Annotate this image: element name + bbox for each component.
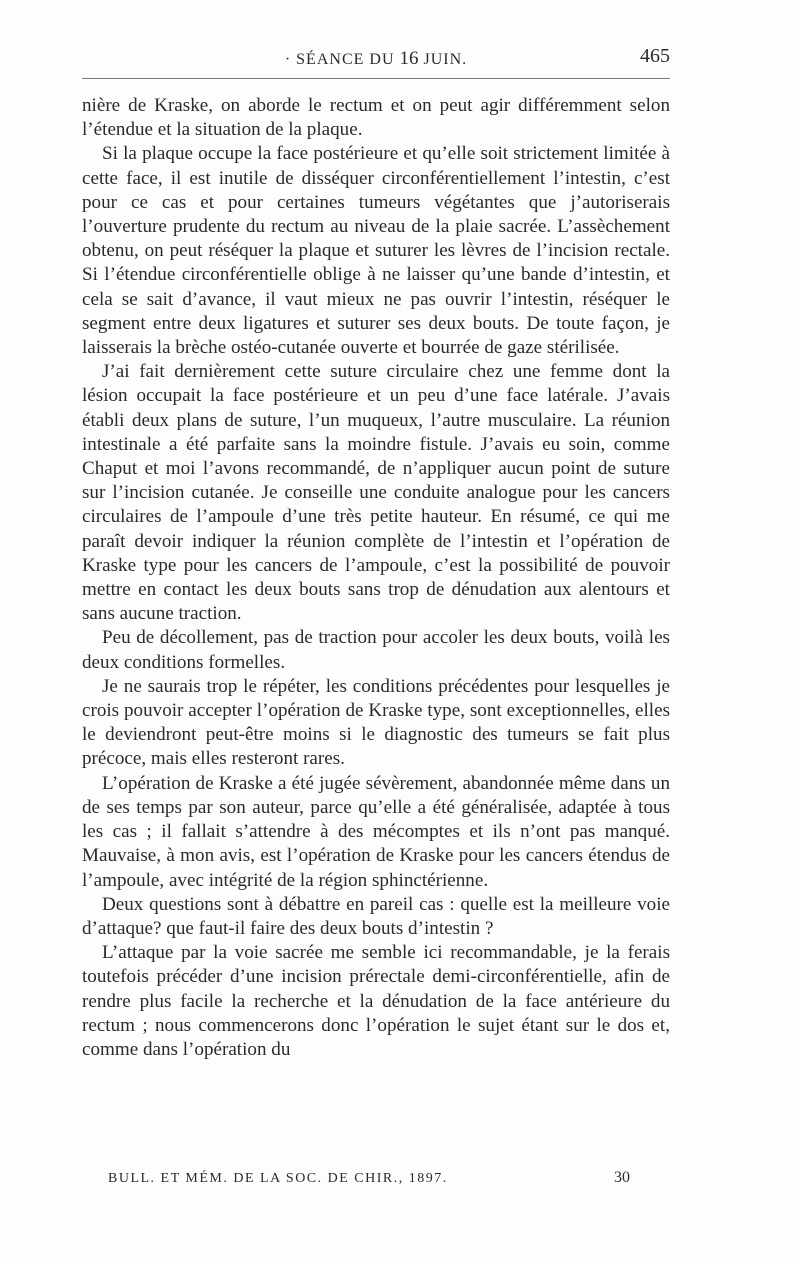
header-title-month: JUIN.: [423, 51, 468, 68]
header-title-day: 16: [399, 48, 419, 69]
body-text: [82, 94, 670, 1062]
running-header: [82, 42, 670, 72]
paragraph-continuation: nière de Kraske, on aborde le rectum et on peut agir différemment selon l’étendue et la situation de la plaque.: [82, 95, 670, 141]
paragraph: Peu de décollement, pas de traction pour accoler les deux bouts, voilà les deux conditions formelles.: [82, 627, 670, 673]
footer-bulletin: BULL. ET MÉM. DE LA SOC. DE CHIR., 1897.: [108, 1171, 448, 1186]
header-rule: [82, 78, 670, 79]
page-number: 465: [640, 45, 670, 67]
header-title-prefix: · SÉANCE DU: [284, 51, 395, 68]
paragraph: J’ai fait dernièrement cette suture circulaire chez une femme dont la lésion occupait la face postérieure et un peu d’une face latérale. J’avais établi deux plans de suture, l’un muqueux, l’autre musculaire. La réunion intestinale a été parfaite sans la moindre fistule. J’avais eu soin, comme Chaput et moi l’avons recommandé, de n’appliquer aucun point de suture sur l’incision cutanée. Je conseille une conduite analogue pour les cancers circulaires de l’ampoule d’une très petite hauteur. En résumé, ce qui me paraît devoir indiquer la réunion complète de l’intestin et l’opération de Kraske type pour les cancers de l’ampoule, c’est la possibilité de pouvoir mettre en contact les deux bouts sans trop de dénudation aux alentours et sans aucune traction.: [82, 361, 670, 625]
paragraph: Deux questions sont à débattre en pareil cas : quelle est la meilleure voie d’attaque? que faut-il faire des deux bouts d’intestin ?: [82, 893, 670, 939]
paragraph: Si la plaque occupe la face postérieure et qu’elle soit strictement limitée à cette face, il est inutile de disséquer circonférentiellement l’intestin, c’est pour ce cas et pour certaines tumeurs végétantes que j’autoriserais l’ouverture prudente du rectum au niveau de la plaie sacrée. L’assèchement obtenu, on peut réséquer la plaque et suturer les lèvres de l’incision rectale. Si l’étendue circonférentielle oblige à ne laisser qu’une bande d’intestin, et cela se sait d’avance, il vaut mieux ne pas ouvrir l’intestin, réséquer le segment entre deux ligatures et suturer ses deux bouts. De toute façon, je laisserais la brèche ostéo-cutanée ouverte et bourrée de gaze stérilisée.: [82, 143, 670, 359]
signature-mark: 30: [614, 1169, 630, 1186]
paragraph: Je ne saurais trop le répéter, les conditions précédentes pour lesquelles je crois pouvoir accepter l’opération de Kraske type, sont exceptionnelles, elles le deviendront peut-être moins si le diagnostic des tumeurs se fait plus précoce, mais elles resteront rares.: [82, 675, 670, 770]
page-footer: [108, 1168, 648, 1192]
paragraph: L’attaque par la voie sacrée me semble ici recommandable, je la ferais toutefois précéder d’une incision prérectale demi-circonférentielle, afin de rendre plus facile la recherche et la dénudation de la face antérieure du rectum ; nous commencerons donc l’opération le sujet étant sur le dos et, comme dans l’opération du: [82, 942, 670, 1060]
paragraph: L’opération de Kraske a été jugée sévèrement, abandonnée même dans un de ses temps par son auteur, parce qu’elle a été généralisée, adaptée à tous les cas ; il fallait s’attendre à des mécomptes et ils n’ont pas manqué. Mauvaise, à mon avis, est l’opération de Kraske pour les cancers étendus de l’ampoule, avec intégrité de la région sphinctérienne.: [82, 772, 670, 891]
header-title: [82, 48, 670, 70]
